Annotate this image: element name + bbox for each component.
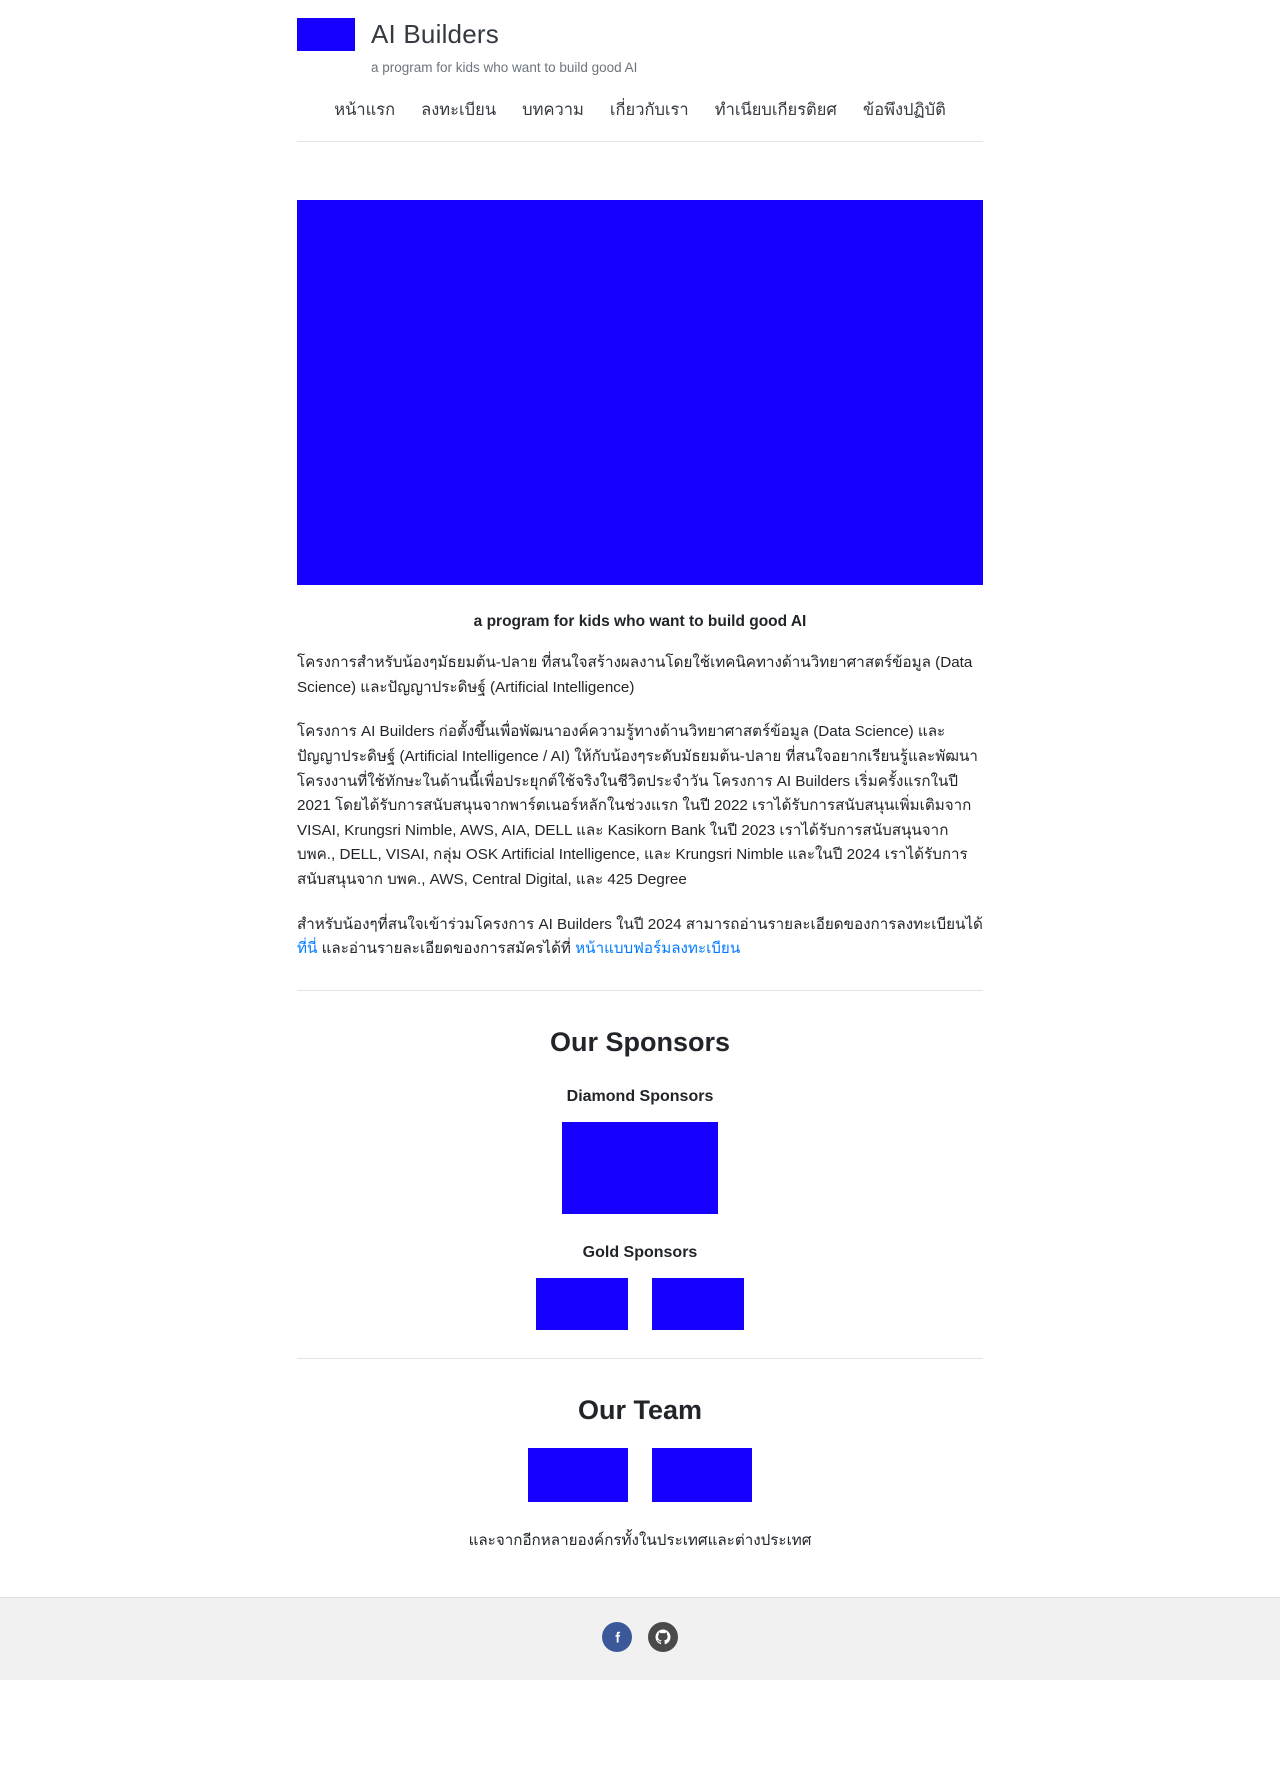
hero-caption: a program for kids who want to build good AI xyxy=(473,613,807,630)
site-header xyxy=(297,0,983,142)
team-logos-row xyxy=(297,1448,983,1502)
paragraph3-text-middle: และอ่านรายละเอียดของการสมัครได้ที่ xyxy=(317,940,576,958)
diamond-sponsor-logo-1[interactable] xyxy=(562,1122,718,1214)
social-links xyxy=(0,1622,1280,1652)
nav-item-register[interactable]: ลงทะเบียน xyxy=(421,101,497,119)
github-icon[interactable] xyxy=(648,1622,678,1652)
nav-item-home[interactable]: หน้าแรก xyxy=(334,101,396,119)
nav-item-articles[interactable]: บทความ xyxy=(522,101,584,119)
intro-paragraph-2: โครงการ AI Builders ก่อตั้งขึ้นเพื่อพัฒนาองค์ความรู้ทางด้านวิทยาศาสตร์ข้อมูล (Data Science) และปัญญาประดิษฐ์ (Artificial Intelligence / AI) ให้กับน้องๆระดับมัธยมต้น-ปลาย ที่สนใจอยากเรียนรู้และพัฒนาโครงงานที่ใช้ทักษะในด้านนี้เพื่อประยุกต์ใช้จริงในชีวิตประจำวัน โครงการ AI Builders เริ่มครั้งแรกในปี 2021 โดยได้รับการสนับสนุนจากพาร์ตเนอร์หลักในช่วงแรก ในปี 2022 เราได้รับการสนับสนุนเพิ่มเติมจาก VISAI, Krungsri Nimble, AWS, AIA, DELL และ Kasikorn Bank ในปี 2023 เราได้รับการสนับสนุนจาก บพค., DELL, VISAI, กลุ่ม OSK Artificial Intelligence, และ Krungsri Nimble และในปี 2024 เราได้รับการสนับสนุนจาก บพค., AWS, Central Digital, และ 425 Degree xyxy=(297,723,978,888)
brand[interactable] xyxy=(297,18,983,51)
divider-2 xyxy=(297,1358,983,1359)
diamond-sponsors-title: Diamond Sponsors xyxy=(566,1087,714,1105)
sponsors-title: Our Sponsors xyxy=(549,1026,731,1057)
team-title: Our Team xyxy=(577,1394,703,1425)
team-section xyxy=(297,1395,983,1582)
diamond-sponsors-row xyxy=(297,1122,983,1214)
team-logo-1[interactable] xyxy=(528,1448,628,1502)
registration-details-link[interactable]: ที่นี่ xyxy=(297,940,318,958)
site-footer xyxy=(0,1597,1280,1680)
gold-sponsor-logo-2[interactable] xyxy=(652,1278,744,1330)
divider-1 xyxy=(297,990,983,991)
gold-sponsors-row xyxy=(297,1278,983,1330)
ai-builders-logo-icon[interactable] xyxy=(297,18,355,51)
team-note: และจากอีกหลายองค์กรทั้งในประเทศและต่างประเทศ xyxy=(468,1532,812,1550)
hero-section xyxy=(297,200,983,631)
intro-paragraph-1: โครงการสำหรับน้องๆมัธยมต้น-ปลาย ที่สนใจสร้างผลงานโดยใช้เทคนิคทางด้านวิทยาศาสตร์ข้อมูล (Data Science) และปัญญาประดิษฐ์ (Artificial Intelligence) xyxy=(297,654,973,696)
main-nav xyxy=(297,97,983,142)
paragraph3-text-before: สำหรับน้องๆที่สนใจเข้าร่วมโครงการ AI Builders ในปี 2024 สามารถอ่านรายละเอียดของการลงทะเบียนได้ xyxy=(297,915,983,933)
team-logo-2[interactable] xyxy=(652,1448,752,1502)
intro-paragraph-3 xyxy=(297,913,983,962)
hero-banner-image xyxy=(297,200,983,585)
sponsors-section xyxy=(297,1027,983,1359)
gold-sponsor-logo-1[interactable] xyxy=(536,1278,628,1330)
header-container xyxy=(297,0,983,1582)
facebook-icon[interactable] xyxy=(602,1622,632,1652)
registration-form-link[interactable]: หน้าแบบฟอร์มลงทะเบียน xyxy=(575,940,741,958)
nav-item-code-of-conduct[interactable]: ข้อพึงปฏิบัติ xyxy=(862,101,946,119)
intro-section xyxy=(297,651,983,991)
brand-subtitle: a program for kids who want to build good AI xyxy=(371,60,638,75)
nav-item-hall-of-fame[interactable]: ทำเนียบเกียรติยศ xyxy=(714,101,837,119)
gold-sponsors-title: Gold Sponsors xyxy=(582,1243,698,1261)
nav-item-about-us[interactable]: เกี่ยวกับเรา xyxy=(609,101,689,119)
page-title: AI Builders xyxy=(371,19,499,49)
